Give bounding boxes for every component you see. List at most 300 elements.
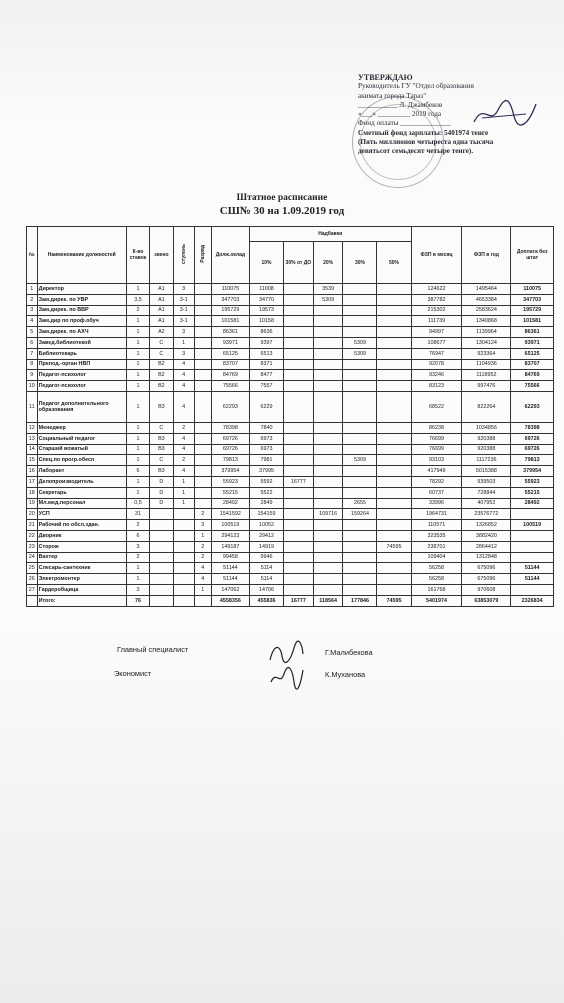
table-cell: 100519 — [511, 520, 554, 531]
table-cell — [150, 563, 173, 574]
header-p20: 20% — [313, 242, 343, 284]
table-cell — [313, 316, 343, 327]
table-cell — [313, 391, 343, 422]
table-cell: 37995 — [250, 466, 284, 477]
table-cell: 108677 — [411, 337, 462, 348]
table-cell: D — [150, 498, 173, 509]
table-cell — [194, 284, 211, 295]
table-cell: B2 — [150, 381, 173, 392]
table-cell: 84769 — [511, 370, 554, 381]
table-cell — [313, 541, 343, 552]
header-surcharges: Надбавки — [250, 227, 411, 242]
table-cell — [284, 541, 314, 552]
table-cell: 3882420 — [462, 530, 511, 541]
table-cell: 1118952 — [462, 370, 511, 381]
table-cell: 149187 — [211, 541, 249, 552]
table-cell: 2 — [126, 305, 149, 316]
table-cell — [377, 574, 411, 585]
table-cell — [194, 305, 211, 316]
table-cell: A1 — [150, 316, 173, 327]
table-row — [27, 422, 554, 433]
table-cell: 14919 — [250, 541, 284, 552]
table-cell: 78398 — [511, 422, 554, 433]
table-cell: 68522 — [411, 391, 462, 422]
table-cell — [377, 498, 411, 509]
table-cell: B3 — [150, 466, 173, 477]
approval-line: УТВЕРЖДАЮ — [358, 73, 413, 82]
table-cell: Мл.мед.персонал — [37, 498, 126, 509]
table-total-row — [27, 595, 554, 606]
table-cell: 920388 — [462, 433, 511, 444]
table-cell: 51144 — [511, 574, 554, 585]
table-cell — [377, 316, 411, 327]
table-cell: 1 — [126, 574, 149, 585]
table-cell: 1 — [126, 487, 149, 498]
table-cell: 16777 — [284, 476, 314, 487]
table-cell: 75566 — [211, 381, 249, 392]
table-cell: 75566 — [511, 381, 554, 392]
chief-specialist-role: Главный специалист — [117, 645, 189, 654]
table-cell: 124622 — [411, 284, 462, 295]
table-cell — [377, 509, 411, 520]
table-cell: C — [150, 455, 173, 466]
table-cell: 56258 — [411, 563, 462, 574]
table-cell: 161768 — [411, 584, 462, 595]
table-cell — [194, 327, 211, 338]
table-cell — [343, 422, 377, 433]
table-cell: 6 — [126, 530, 149, 541]
table-cell — [313, 455, 343, 466]
table-cell: 0,5 — [126, 498, 149, 509]
table-row — [27, 530, 554, 541]
table-cell — [377, 520, 411, 531]
table-cell — [194, 444, 211, 455]
table-cell: 5015388 — [462, 466, 511, 477]
table-cell: 147062 — [211, 584, 249, 595]
table-cell — [343, 316, 377, 327]
total-cell: 455836 — [250, 595, 284, 606]
table-row — [27, 466, 554, 477]
table-cell — [343, 520, 377, 531]
table-cell: 1 — [126, 381, 149, 392]
table-cell — [377, 552, 411, 563]
table-cell — [284, 337, 314, 348]
table-cell: 9 — [27, 370, 38, 381]
table-cell: Библиотекарь — [37, 348, 126, 359]
table-row — [27, 381, 554, 392]
table-cell: 86361 — [211, 327, 249, 338]
table-cell: УСП — [37, 509, 126, 520]
table-cell: B3 — [150, 444, 173, 455]
table-cell — [377, 284, 411, 295]
table-cell: 65125 — [511, 348, 554, 359]
table-cell: 2849 — [250, 498, 284, 509]
table-cell — [284, 348, 314, 359]
header-p30do: 30% от ДО — [284, 242, 314, 284]
table-cell — [313, 337, 343, 348]
header-p30: 30% — [343, 242, 377, 284]
table-cell — [377, 444, 411, 455]
table-cell: Зам.дирек. по АХЧ — [37, 327, 126, 338]
table-cell: 970608 — [462, 584, 511, 595]
table-cell — [511, 552, 554, 563]
table-cell: 1 — [126, 348, 149, 359]
table-cell: 110075 — [511, 284, 554, 295]
approval-line: Фонд оплаты ______________ — [358, 119, 451, 128]
table-cell — [343, 359, 377, 370]
table-cell — [284, 466, 314, 477]
table-row — [27, 294, 554, 305]
table-cell: 69726 — [211, 433, 249, 444]
table-cell: 4 — [173, 359, 194, 370]
table-cell: 7981 — [250, 455, 284, 466]
table-cell — [284, 391, 314, 422]
table-cell — [313, 487, 343, 498]
table-cell: Зам.дирек. по УВР — [37, 294, 126, 305]
table-cell: 24 — [27, 552, 38, 563]
total-cell: 177846 — [343, 595, 377, 606]
table-cell: 1304124 — [462, 337, 511, 348]
table-cell: 4 — [194, 574, 211, 585]
table-cell: 1 — [27, 284, 38, 295]
table-cell: 13 — [27, 433, 38, 444]
table-cell — [313, 466, 343, 477]
table-cell — [194, 370, 211, 381]
table-cell: 407952 — [462, 498, 511, 509]
table-cell: C — [150, 337, 173, 348]
table-cell: 86361 — [511, 327, 554, 338]
table-cell — [511, 509, 554, 520]
table-cell: 14706 — [250, 584, 284, 595]
table-cell — [343, 294, 377, 305]
table-row — [27, 391, 554, 422]
table-cell: 8371 — [250, 359, 284, 370]
table-cell — [377, 327, 411, 338]
table-row — [27, 509, 554, 520]
table-cell: 1 — [126, 433, 149, 444]
header-step: ступень — [173, 227, 194, 284]
table-cell: 3 — [173, 284, 194, 295]
table-cell: 110571 — [411, 520, 462, 531]
table-cell: 939503 — [462, 476, 511, 487]
table-cell — [377, 487, 411, 498]
table-cell: 5114 — [250, 574, 284, 585]
table-cell — [343, 476, 377, 487]
table-cell — [313, 574, 343, 585]
table-cell: 56258 — [411, 574, 462, 585]
table-cell: C — [150, 422, 173, 433]
table-cell — [150, 574, 173, 585]
table-cell: 55923 — [511, 476, 554, 487]
table-cell: 9946 — [250, 552, 284, 563]
approval-line: акимата города Тараз" — [358, 91, 427, 100]
table-cell — [313, 520, 343, 531]
table-row — [27, 476, 554, 487]
table-cell: 1 — [126, 455, 149, 466]
table-cell: 55215 — [211, 487, 249, 498]
table-cell — [150, 509, 173, 520]
table-cell — [343, 327, 377, 338]
table-cell: 79813 — [511, 455, 554, 466]
table-cell — [377, 305, 411, 316]
table-cell: 6973 — [250, 444, 284, 455]
table-cell: 14 — [27, 444, 38, 455]
table-cell: 1 — [126, 563, 149, 574]
table-cell — [377, 433, 411, 444]
table-cell: 10158 — [250, 316, 284, 327]
table-cell: 4 — [173, 444, 194, 455]
table-cell: 5309 — [313, 294, 343, 305]
table-cell: 78292 — [411, 476, 462, 487]
table-row — [27, 574, 554, 585]
table-cell: 7557 — [250, 381, 284, 392]
table-cell: 5522 — [250, 487, 284, 498]
table-cell: 99458 — [211, 552, 249, 563]
table-cell: 60737 — [411, 487, 462, 498]
table-cell: 110075 — [211, 284, 249, 295]
table-cell: 93971 — [511, 337, 554, 348]
table-cell: 1340868 — [462, 316, 511, 327]
table-cell: 675096 — [462, 574, 511, 585]
table-cell: Зам.дир по проф.обуч — [37, 316, 126, 327]
table-cell: C — [150, 348, 173, 359]
table-cell — [284, 509, 314, 520]
table-cell: 2 — [126, 552, 149, 563]
table-cell — [511, 584, 554, 595]
table-cell: 4 — [194, 563, 211, 574]
table-cell: 93103 — [411, 455, 462, 466]
table-cell: 323535 — [411, 530, 462, 541]
table-cell: Спец.по прогр.обесп — [37, 455, 126, 466]
table-cell — [284, 487, 314, 498]
table-cell: 26 — [27, 574, 38, 585]
table-cell — [343, 552, 377, 563]
table-cell: 7 — [27, 348, 38, 359]
table-cell: 1117236 — [462, 455, 511, 466]
table-cell: B3 — [150, 391, 173, 422]
table-cell — [313, 305, 343, 316]
total-cell — [194, 595, 211, 606]
total-cell — [27, 595, 38, 606]
table-cell: 10052 — [250, 520, 284, 531]
table-cell — [343, 370, 377, 381]
table-cell: 11 — [27, 391, 38, 422]
table-cell: 31 — [126, 509, 149, 520]
approval-line: Руководитель ГУ "Отдел образования — [358, 82, 474, 91]
table-cell: 2655 — [343, 498, 377, 509]
table-cell — [284, 498, 314, 509]
table-cell: 4 — [27, 316, 38, 327]
table-cell: 3 — [173, 327, 194, 338]
table-cell — [313, 370, 343, 381]
table-cell — [377, 370, 411, 381]
table-cell — [313, 359, 343, 370]
table-cell: Рабочий по обсл.здан. — [37, 520, 126, 531]
table-cell — [194, 391, 211, 422]
table-row — [27, 498, 554, 509]
table-cell: 55215 — [511, 487, 554, 498]
table-cell: 1312848 — [462, 552, 511, 563]
table-cell: 17 — [27, 476, 38, 487]
table-cell — [194, 316, 211, 327]
table-cell — [313, 563, 343, 574]
table-cell: 23 — [27, 541, 38, 552]
table-cell: A2 — [150, 327, 173, 338]
table-cell: 93971 — [211, 337, 249, 348]
table-cell — [194, 455, 211, 466]
table-cell — [343, 284, 377, 295]
table-cell: 34770 — [250, 294, 284, 305]
table-cell: Препод.-орган НВП — [37, 359, 126, 370]
table-cell — [194, 381, 211, 392]
table-cell — [150, 552, 173, 563]
economist-role: Экономист — [114, 669, 152, 678]
table-cell — [313, 381, 343, 392]
table-cell: 822264 — [462, 391, 511, 422]
table-cell: 25 — [27, 563, 38, 574]
table-cell: 159264 — [343, 509, 377, 520]
table-cell — [343, 466, 377, 477]
table-cell — [173, 520, 194, 531]
table-cell: 76699 — [411, 444, 462, 455]
table-cell: 4653384 — [462, 294, 511, 305]
table-cell — [313, 498, 343, 509]
document-subtitle: СШ№ 30 на 1.09.2019 год — [219, 205, 345, 217]
table-cell: 1104936 — [462, 359, 511, 370]
table-cell: 238701 — [411, 541, 462, 552]
header-p10: 10% — [250, 242, 284, 284]
table-cell: 93246 — [411, 370, 462, 381]
table-row — [27, 316, 554, 327]
table-cell — [377, 584, 411, 595]
table-cell — [511, 530, 554, 541]
table-cell — [343, 487, 377, 498]
table-cell: 27 — [27, 584, 38, 595]
table-cell: 15 — [27, 455, 38, 466]
table-cell — [343, 574, 377, 585]
table-cell: 1541592 — [211, 509, 249, 520]
table-cell — [194, 348, 211, 359]
table-cell: Сторож — [37, 541, 126, 552]
table-cell: 2 — [194, 552, 211, 563]
table-cell: 6973 — [250, 433, 284, 444]
table-cell: A1 — [150, 305, 173, 316]
table-cell: Менеджер — [37, 422, 126, 433]
header-salary: Долж.оклад — [211, 227, 249, 284]
table-cell: 1 — [126, 391, 149, 422]
table-cell: 94997 — [411, 327, 462, 338]
table-cell — [284, 284, 314, 295]
table-cell — [377, 294, 411, 305]
table-cell: 8477 — [250, 370, 284, 381]
header-num: № — [27, 227, 38, 284]
approval-line: ___________ Л. Джамбеков — [358, 100, 443, 109]
table-cell — [150, 541, 173, 552]
table-cell: 1495464 — [462, 284, 511, 295]
table-cell — [343, 444, 377, 455]
table-row — [27, 455, 554, 466]
table-cell — [313, 422, 343, 433]
total-cell — [173, 595, 194, 606]
table-cell — [313, 433, 343, 444]
table-cell: 28492 — [211, 498, 249, 509]
table-cell: 2864412 — [462, 541, 511, 552]
table-cell: Старший вожатый — [37, 444, 126, 455]
table-cell: 1034856 — [462, 422, 511, 433]
table-cell: 55923 — [211, 476, 249, 487]
table-cell — [313, 552, 343, 563]
table-cell: 3-1 — [173, 305, 194, 316]
table-cell — [150, 520, 173, 531]
table-cell: 69726 — [511, 444, 554, 455]
table-cell — [284, 584, 314, 595]
header-p50: 50% — [377, 242, 411, 284]
table-cell: 69726 — [511, 433, 554, 444]
table-cell: B2 — [150, 359, 173, 370]
table-cell: 1 — [194, 530, 211, 541]
table-cell: 675096 — [462, 563, 511, 574]
table-cell: 1 — [126, 370, 149, 381]
table-cell: Педагог-психолог — [37, 381, 126, 392]
staffing-table — [26, 226, 554, 607]
table-cell — [284, 422, 314, 433]
approval-line: девятьсот семьдесят четыре тенге). — [358, 147, 474, 156]
total-cell: 74595 — [377, 595, 411, 606]
chief-specialist-signature — [266, 640, 306, 666]
table-cell: 1 — [194, 584, 211, 595]
table-cell: 100519 — [211, 520, 249, 531]
table-cell: 1 — [173, 487, 194, 498]
table-cell: Педагог дополнительного образования — [37, 391, 126, 422]
table-row — [27, 584, 554, 595]
table-cell: 154159 — [250, 509, 284, 520]
table-cell: 4 — [173, 391, 194, 422]
table-cell — [284, 530, 314, 541]
table-cell: 347703 — [211, 294, 249, 305]
table-cell: 3-1 — [173, 294, 194, 305]
table-cell: 86238 — [411, 422, 462, 433]
table-cell — [377, 337, 411, 348]
table-cell: 101581 — [211, 316, 249, 327]
table-cell — [377, 348, 411, 359]
table-cell: B2 — [150, 370, 173, 381]
table-cell: 215302 — [411, 305, 462, 316]
table-cell: 5114 — [250, 563, 284, 574]
table-cell — [313, 530, 343, 541]
table-cell: Лаборант — [37, 466, 126, 477]
table-cell: 1 — [173, 337, 194, 348]
table-cell: 76947 — [411, 348, 462, 359]
table-cell: 69726 — [211, 444, 249, 455]
table-cell — [313, 444, 343, 455]
table-cell — [377, 359, 411, 370]
table-cell: 28492 — [511, 498, 554, 509]
table-cell: 92078 — [411, 359, 462, 370]
total-cell — [150, 595, 173, 606]
table-cell: 5309 — [343, 455, 377, 466]
table-cell — [284, 520, 314, 531]
table-cell — [173, 530, 194, 541]
table-cell: 78398 — [211, 422, 249, 433]
table-cell — [284, 433, 314, 444]
table-row — [27, 305, 554, 316]
table-cell — [173, 552, 194, 563]
table-cell: 4 — [173, 370, 194, 381]
table-cell: 23576772 — [462, 509, 511, 520]
table-cell: 6229 — [250, 391, 284, 422]
approval-line: (Пять миллионов четыреста одна тысяча — [358, 138, 494, 147]
table-cell: 1139964 — [462, 327, 511, 338]
